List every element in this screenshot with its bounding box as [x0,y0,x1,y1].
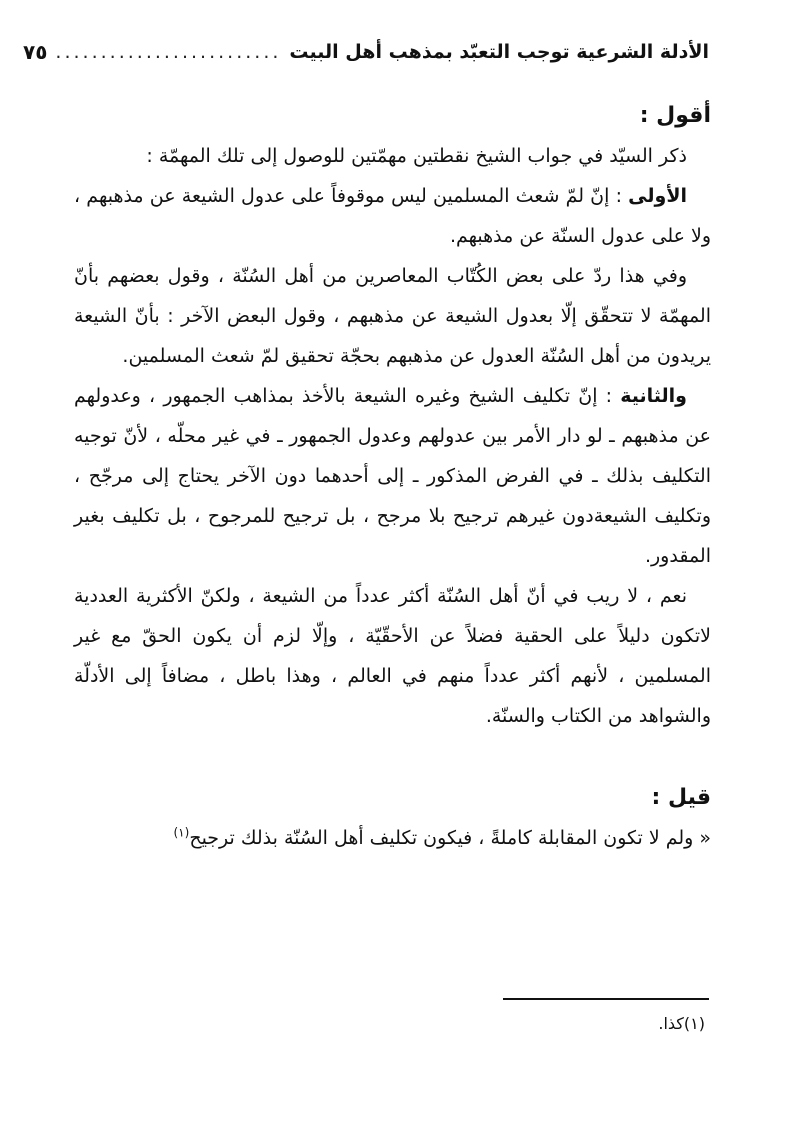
paragraph-2-text: : إنّ لمّ شعث المسلمين ليس موقوفاً على عدول الشيعة عن مذهبهم ، ولا على عدول السنّة عن مذهبهم. [74,185,711,247]
heading-qila: قيل : [651,785,711,810]
running-header [23,34,709,70]
paragraph-4 [74,376,711,576]
paragraph-6-text: « ولم لا تكون المقابلة كاملةً ، فيكون تكليف أهل السُنّة بذلك ترجيح [189,827,711,849]
section-gap [74,736,711,778]
page-number: ٧٥ [23,40,48,64]
paragraph-1: ذكر السيّد في جواب الشيخ نقطتين مهمّتين للوصول إلى تلك المهمّة : [146,145,687,167]
paragraph-2 [74,176,711,256]
term-second: والثانية [620,385,687,407]
footnote: (١)كذا. [658,1014,705,1033]
leader-dots: ......................... [55,41,282,63]
paragraph-6 [74,818,711,858]
page-body [74,96,711,858]
paragraph-4-text: : إنّ تكليف الشيخ وغيره الشيعة بالأخذ بمذاهب الجمهور ، وعدولهم عن مذهبهم ـ لو دار الأمر بين عدولهم وعدول الجمهور ـ في غير محلّه ، لأنّ توجيه التكليف بذلك ـ في الفرض المذكور ـ إلى أحدهما دون الآخر يحتاج إلى مرجّح ، وتكليف الشيعةدون غيرهم ترجيح بلا مرجح ، بل ترجيح للمرجوح ، بل تكليف بغير المقدور. [74,385,711,567]
running-title: الأدلة الشرعية توجب التعبّد بمذهب أهل البيت [289,41,709,63]
footnote-rule [503,998,709,1000]
term-first: الأولى [628,185,687,207]
heading-aqul: أقول : [639,103,711,128]
paragraph-3: وفي هذا ردّ على بعض الكُتّاب المعاصرين من أهل السُنّة ، وقول بعضهم بأنّ المهمّة لا تتحقّق إلّا بعدول الشيعة عن مذهبهم ، وقول البعض الآخر : بأنّ الشيعة يريدون من أهل السُنّة العدول عن مذهبهم بحجّة تحقيق لمّ شعث المسلمين. [74,265,711,367]
paragraph-5: نعم ، لا ريب في أنّ أهل السُنّة أكثر عدداً من الشيعة ، ولكنّ الأكثرية العددية لاتكون دليلاً على الحقية فضلاً عن الأحقّيّة ، وإلّا لزم أن يكون الحقّ مع غير المسلمين ، لأنهم أكثر عدداً منهم في العالم ، وهذا باطل ، مضافاً إلى الأدلّة والشواهد من الكتاب والسنّة. [74,585,711,727]
footnote-ref: (١) [173,825,190,840]
